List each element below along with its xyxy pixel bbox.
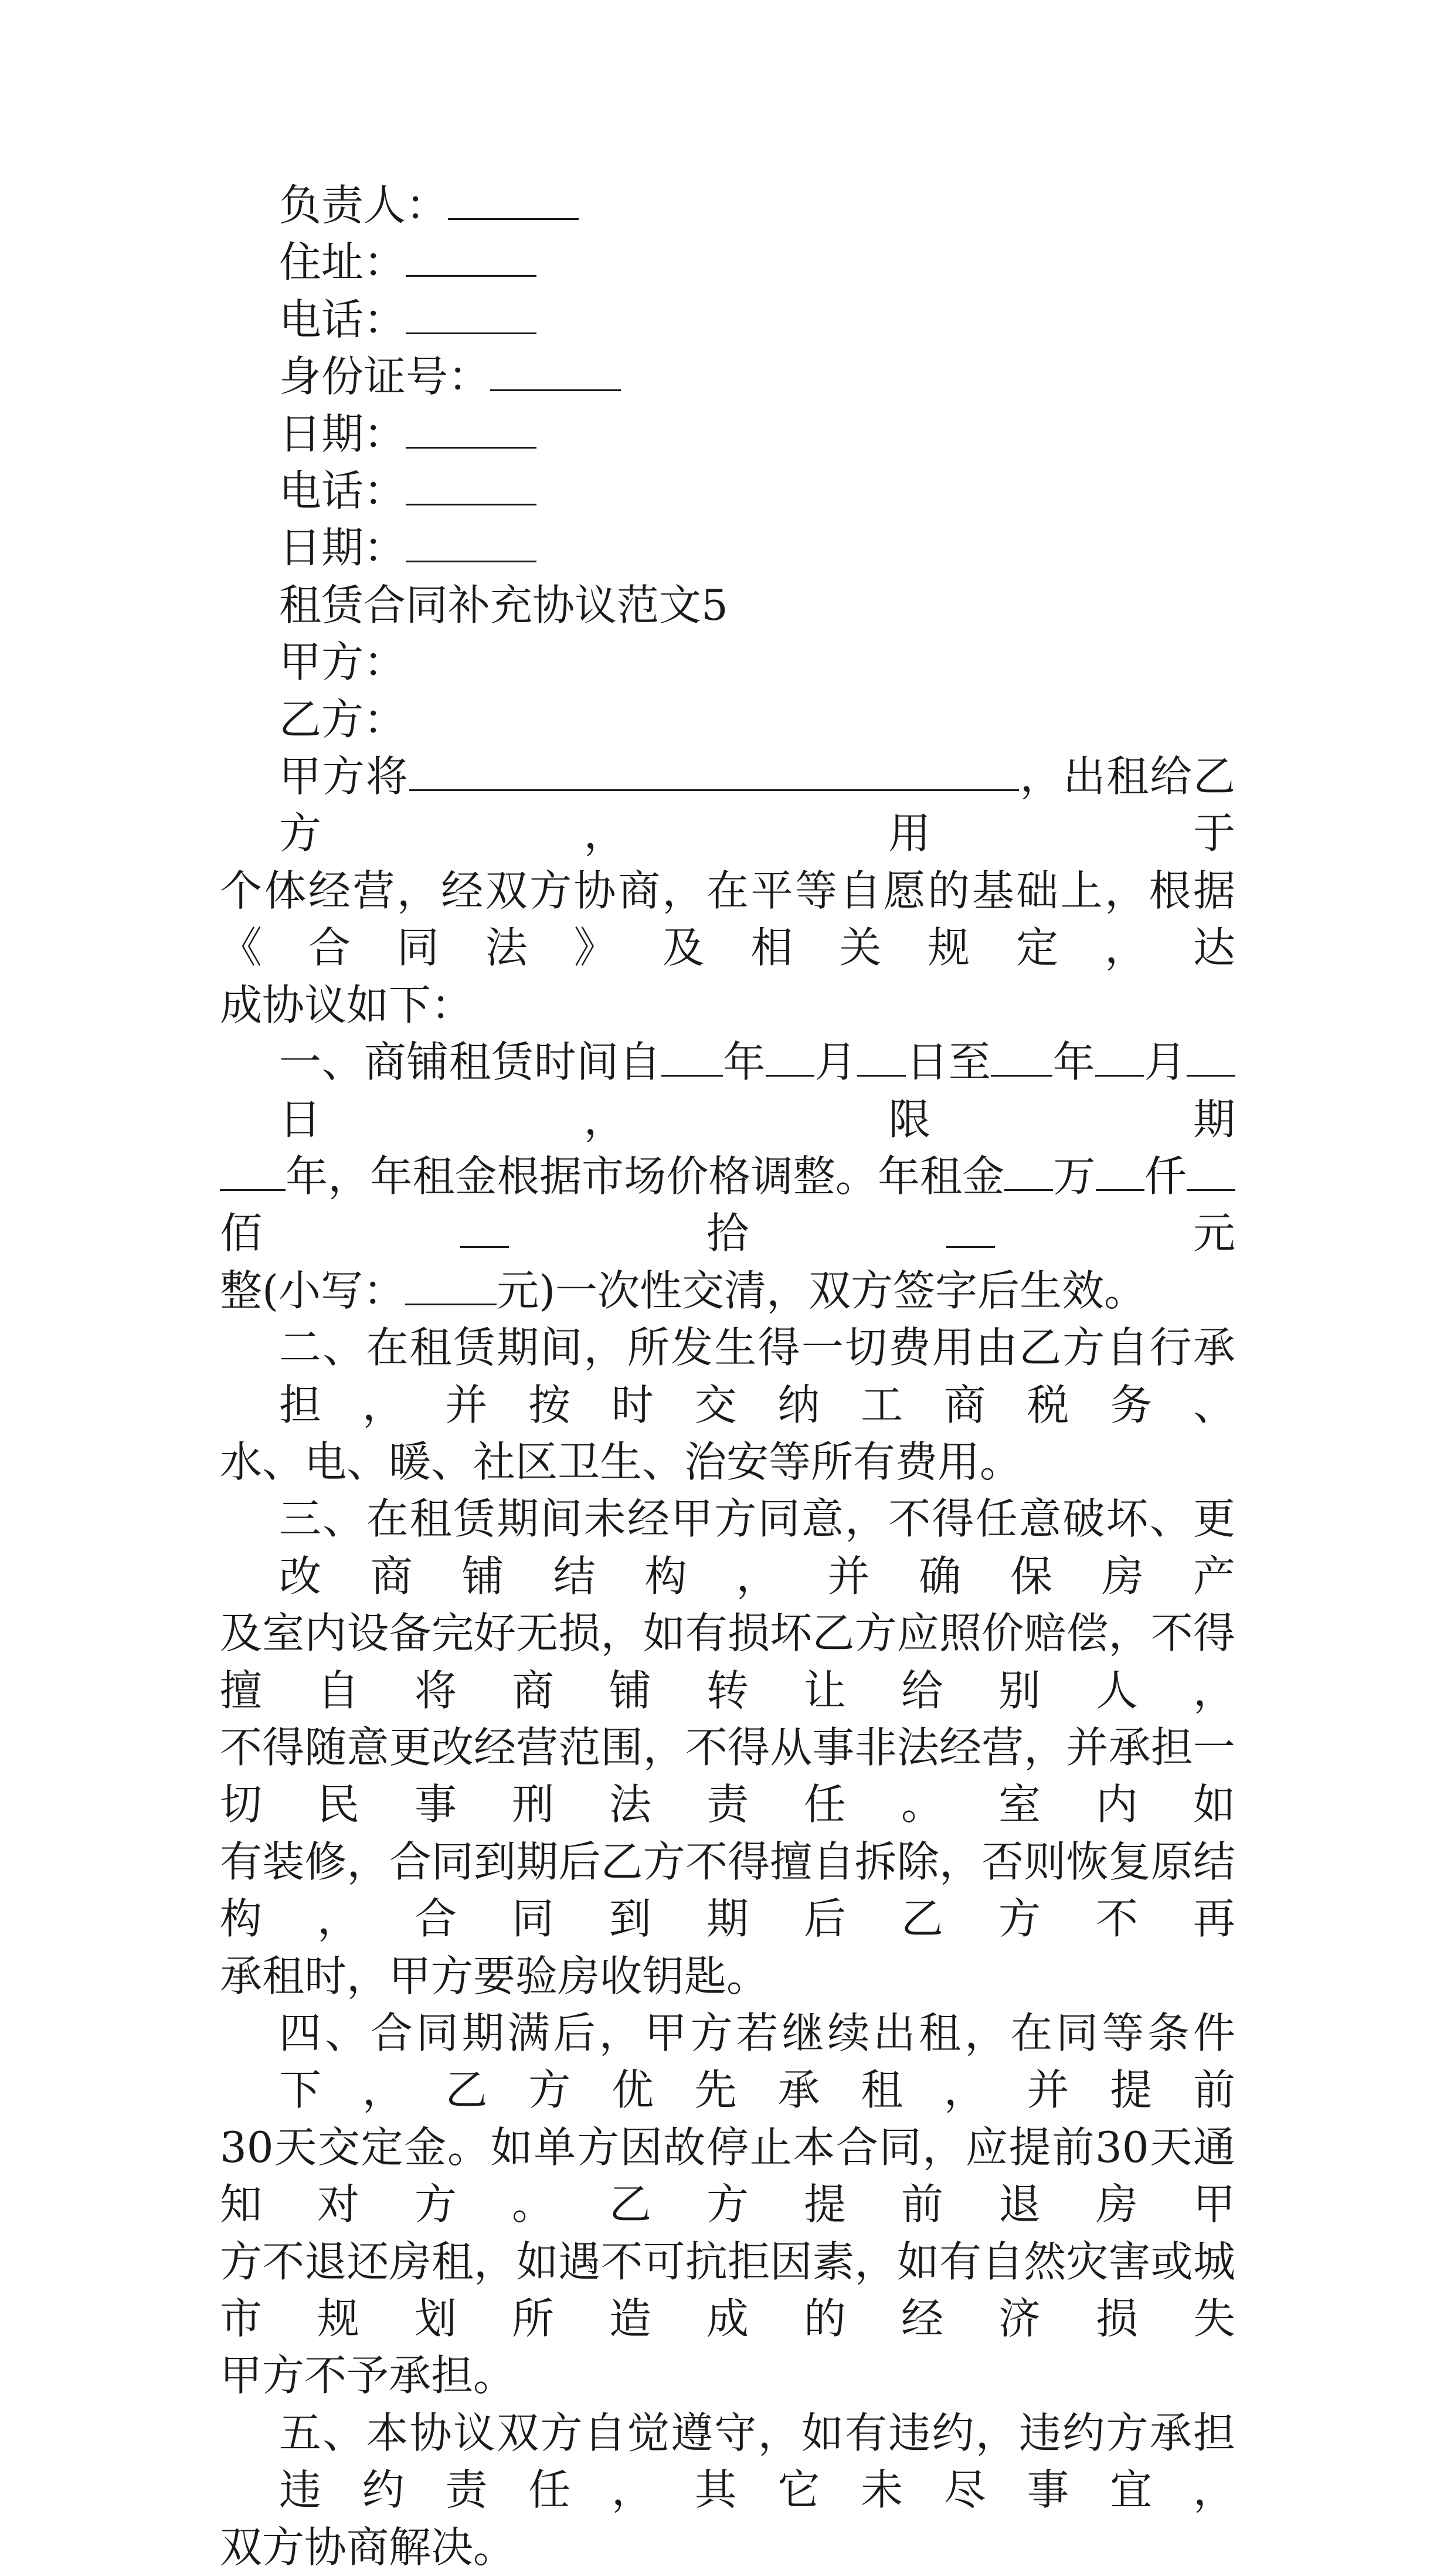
text: 年 xyxy=(723,1037,766,1087)
blank xyxy=(448,182,579,220)
text: 整(小写： xyxy=(220,1265,406,1315)
intro-line: 成协议如下： xyxy=(220,980,474,1030)
blank xyxy=(1004,1153,1053,1191)
document-page xyxy=(220,177,1235,2576)
text: 月 xyxy=(1144,1037,1187,1087)
text: 年，年租金根据市场价格调整。年租金 xyxy=(286,1151,1005,1201)
text: 年 xyxy=(1052,1037,1096,1087)
blank xyxy=(1187,1153,1235,1191)
blank xyxy=(946,1210,995,1248)
text: 仟 xyxy=(1144,1151,1187,1201)
clause-4-line: 四、合同期满后，甲方若继续出租，在同等条件下，乙方优先承租，并提前 xyxy=(279,2008,1235,2115)
intro-line xyxy=(220,748,1235,863)
text: 日至 xyxy=(905,1037,991,1087)
clause-5-line: 双方协商解决。 xyxy=(220,2522,516,2572)
text: 万 xyxy=(1053,1151,1096,1201)
field-id-number xyxy=(220,348,1235,405)
text: 佰 xyxy=(220,1209,460,1258)
blank xyxy=(490,353,621,391)
clause-3-line: 有装修，合同到期后乙方不得擅自拆除，否则恢复原结构，合同到期后乙方不再 xyxy=(220,1837,1235,1944)
clause-3-line: 及室内设备完好无损，如有损坏乙方应照价赔偿，不得擅自将商铺转让给别人， xyxy=(220,1608,1235,1715)
clause-1-line xyxy=(220,1262,1235,1319)
party-a: 甲方： xyxy=(279,637,406,687)
blank xyxy=(991,1038,1052,1077)
field-address xyxy=(220,234,1235,291)
blank xyxy=(406,524,536,562)
blank xyxy=(857,1038,906,1077)
blank xyxy=(661,1038,723,1077)
blank xyxy=(405,1267,497,1305)
text: 月 xyxy=(814,1037,857,1087)
label: 身份证号： xyxy=(279,352,491,402)
clause-4-line: 甲方不予承担。 xyxy=(220,2351,516,2401)
blank xyxy=(220,1153,286,1191)
blank xyxy=(406,410,536,449)
text: 元)一次性交清，双方签字后生效。 xyxy=(497,1265,1147,1315)
clause-4-line: 方不退还房租，如遇不可抗拒因素，如有自然灾害或城市规划所造成的经济损失 xyxy=(220,2236,1235,2344)
field-phone-2 xyxy=(220,463,1235,520)
field-responsible xyxy=(220,177,1235,234)
clause-5-line: 五、本协议双方自觉遵守，如有违约，违约方承担违约责任，其它未尽事宜， xyxy=(279,2408,1235,2515)
text: 拾 xyxy=(508,1209,947,1258)
clause-2-line: 二、在租赁期间，所发生得一切费用由乙方自行承担，并按时交纳工商税务、 xyxy=(279,1323,1235,1430)
text: 甲方将 xyxy=(279,752,409,802)
label: 住址： xyxy=(279,237,406,287)
clause-3-line: 承租时，甲方要验房收钥匙。 xyxy=(220,1951,769,2001)
label: 负责人： xyxy=(279,181,449,230)
blank xyxy=(1095,1038,1144,1077)
clause-3-line: 三、在租赁期间未经甲方同意，不得任意破坏、更改商铺结构，并确保房产 xyxy=(279,1494,1235,1601)
blank xyxy=(406,296,536,334)
field-phone xyxy=(220,291,1235,348)
section-title: 租赁合同补充协议范文5 xyxy=(279,580,728,630)
blank xyxy=(406,239,536,277)
clause-3-line: 不得随意更改经营范围，不得从事非法经营，并承担一切民事刑法责任。室内如 xyxy=(220,1722,1235,1830)
label: 日期： xyxy=(279,409,406,459)
clause-1-line xyxy=(220,1148,1235,1262)
text: ，出租给乙方，用于 xyxy=(279,752,1235,858)
label: 电话： xyxy=(279,294,406,344)
label: 电话： xyxy=(279,466,406,516)
text: 日，限期 xyxy=(279,1094,1235,1144)
clause-2-line: 水、电、暖、社区卫生、治安等所有费用。 xyxy=(220,1437,1022,1486)
clause-1-line xyxy=(220,1034,1235,1148)
field-date xyxy=(220,406,1235,463)
text: 一、商铺租赁时间自 xyxy=(279,1037,662,1087)
blank xyxy=(409,753,1019,791)
label: 日期： xyxy=(279,523,406,573)
blank xyxy=(766,1038,814,1077)
text: 元 xyxy=(995,1209,1235,1258)
intro-line: 个体经营，经双方协商，在平等自愿的基础上，根据《合同法》及相关规定，达 xyxy=(220,866,1235,973)
party-b: 乙方： xyxy=(279,694,406,744)
blank xyxy=(1096,1153,1144,1191)
field-date-2 xyxy=(220,520,1235,576)
blank xyxy=(1187,1038,1235,1077)
blank xyxy=(406,467,536,505)
blank xyxy=(460,1210,509,1248)
clause-4-line: 30天交定金。如单方因故停止本合同，应提前30天通知对方。乙方提前退房甲 xyxy=(220,2122,1235,2229)
